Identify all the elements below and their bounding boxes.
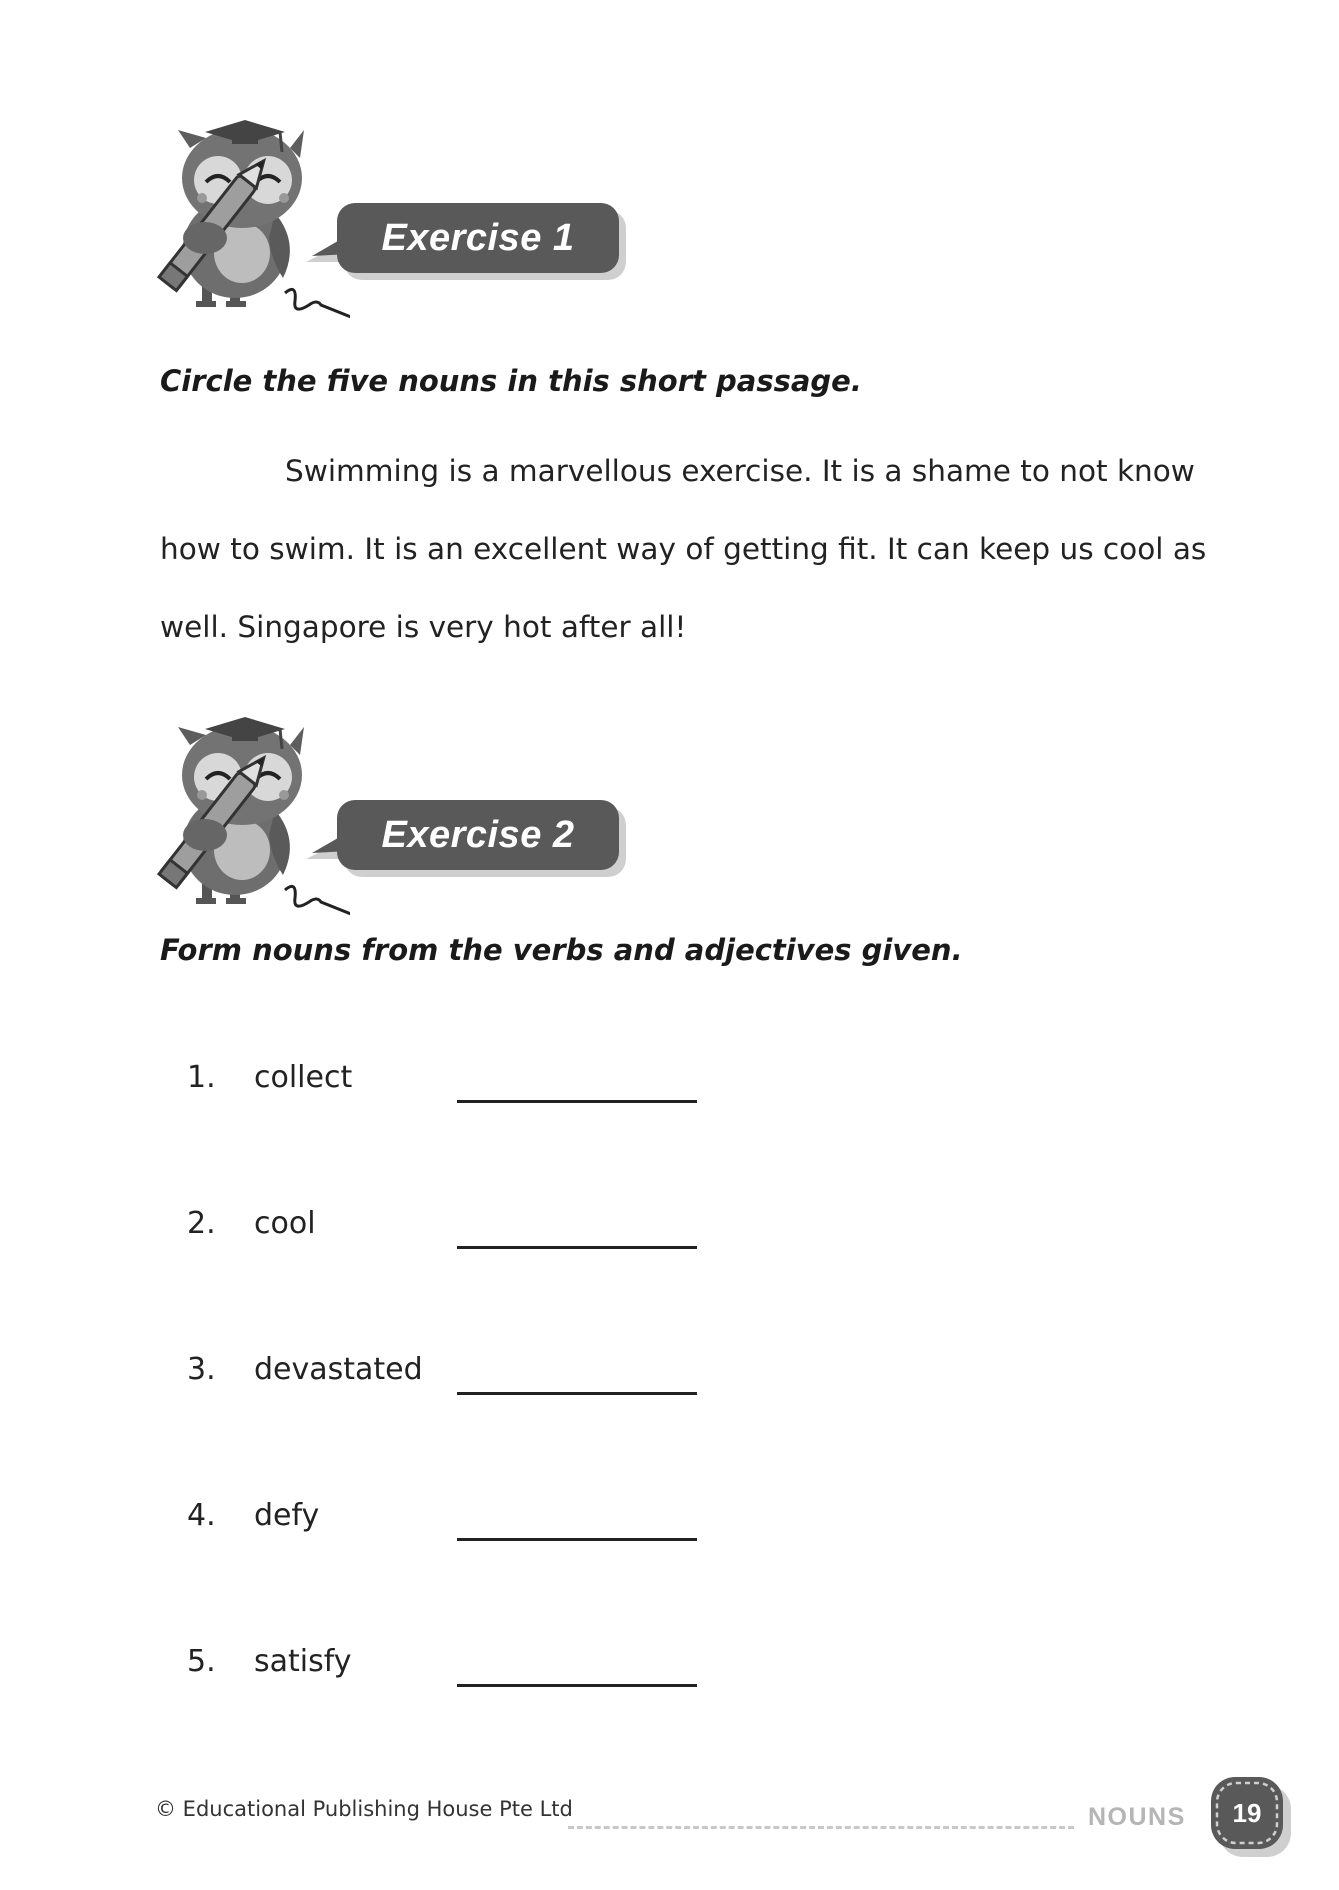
question-word: devastated: [254, 1352, 423, 1387]
question-number: 3.: [187, 1352, 216, 1387]
answer-line[interactable]: [457, 1392, 697, 1395]
exercise-1-passage: Swimming is a marvellous exercise. It is a shame to not know how to swim. It is an excellent way of getting fit. It can keep us cool as well. Singapore is very hot after all!: [160, 454, 1207, 644]
footer-divider: [568, 1826, 1074, 1829]
owl-mascot-icon: [150, 118, 350, 323]
owl-mascot-icon: [150, 715, 350, 920]
copyright-text: © Educational Publishing House Pte Ltd: [155, 1797, 573, 1821]
answer-line[interactable]: [457, 1100, 697, 1103]
exercise-1-label: Exercise 1: [337, 203, 619, 273]
question-word: cool: [254, 1206, 316, 1241]
question-word: defy: [254, 1498, 320, 1533]
question-number: 1.: [187, 1060, 216, 1095]
question-number: 4.: [187, 1498, 216, 1533]
answer-line[interactable]: [457, 1538, 697, 1541]
answer-line[interactable]: [457, 1246, 697, 1249]
question-word: satisfy: [254, 1644, 352, 1679]
page-number: 19: [1232, 1798, 1262, 1828]
exercise-2-label: Exercise 2: [337, 800, 619, 870]
page-badge: [1207, 1773, 1297, 1861]
topic-label: NOUNS: [1088, 1803, 1186, 1831]
question-number: 2.: [187, 1206, 216, 1241]
answer-line[interactable]: [457, 1684, 697, 1687]
exercise-2-instruction: Form nouns from the verbs and adjectives given.: [160, 933, 963, 967]
exercise-1-instruction: Circle the five nouns in this short passage.: [160, 364, 862, 398]
question-number: 5.: [187, 1644, 216, 1679]
question-word: collect: [254, 1060, 353, 1095]
